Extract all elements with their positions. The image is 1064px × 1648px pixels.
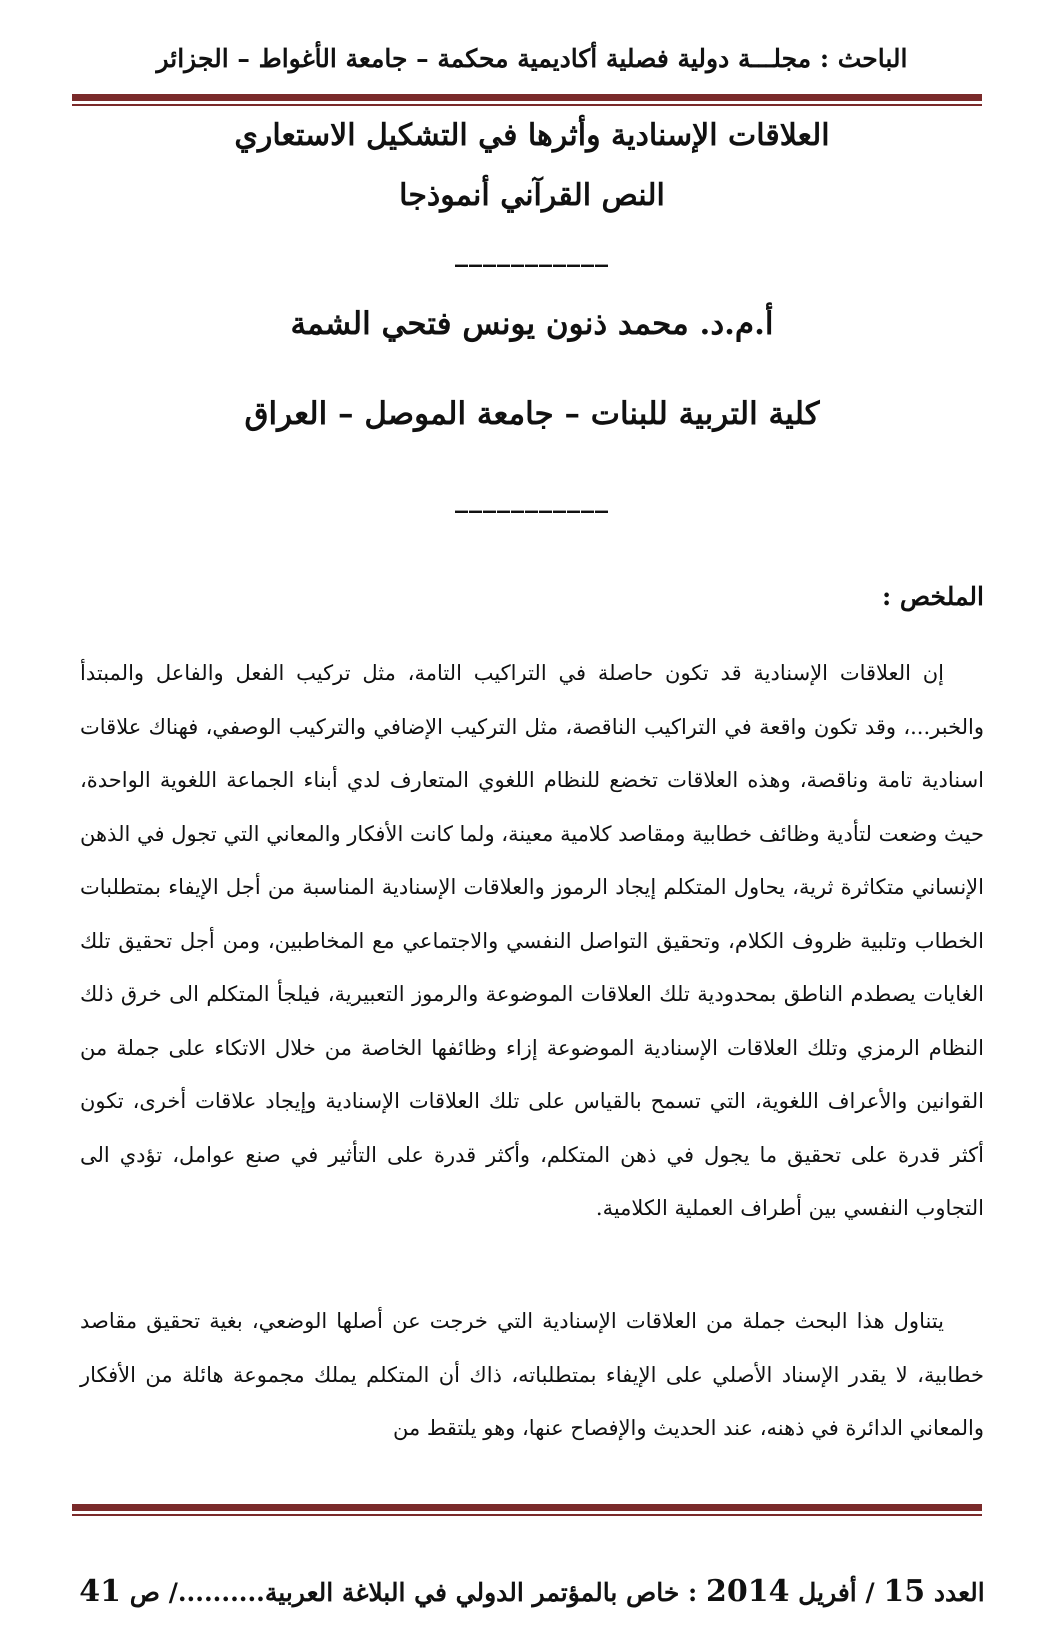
author-affiliation: كلية التربية للبنات – جامعة الموصل – العراق	[244, 396, 820, 432]
abstract-heading: الملخص :	[882, 582, 984, 611]
issue-label: العدد	[933, 1578, 985, 1607]
article-title: العلاقات الإسنادية وأثرها في التشكيل الاستعاري	[234, 118, 830, 153]
footer-rule	[72, 1504, 982, 1516]
special-note: : خاص بالمؤتمر الدولي في البلاغة العربية........../	[168, 1578, 698, 1607]
page-number: 41	[79, 1574, 122, 1609]
running-header: الباحث : مجلـــة دولية فصلية أكاديمية محكمة – جامعة الأغواط – الجزائر	[156, 44, 908, 73]
footer-slash: /	[865, 1578, 875, 1607]
title-separator: ___________	[455, 238, 609, 268]
issue-number: 15	[883, 1574, 926, 1609]
issue-year: 2014	[705, 1574, 790, 1609]
author-name: أ.م.د. محمد ذنون يونس فتحي الشمة	[290, 306, 774, 342]
page-footer	[70, 1574, 994, 1609]
affiliation-separator: ___________	[455, 484, 609, 514]
abstract-paragraph-2: يتناول هذا البحث جملة من العلاقات الإسنادية التي خرجت عن أصلها الوضعي، بغية تحقيق مقاصد خطابية، لا يقدر الإسناد الأصلي على الإيفاء بمتطلباته، ذاك أن المتكلم يملك مجموعة هائلة من الأفكار والمعاني الدائرة في ذهنه، عند الحديث والإفصاح عنها، وهو يلتقط من	[80, 1309, 984, 1440]
page-label: ص	[129, 1578, 160, 1607]
issue-month: أفريل	[798, 1578, 857, 1607]
abstract-paragraph-1: إن العلاقات الإسنادية قد تكون حاصلة في التراكيب التامة، مثل تركيب الفعل والفاعل والمبتدأ والخبر...، وقد تكون واقعة في التراكيب الناقصة، مثل التركيب الإضافي والتركيب الوصفي، فهناك علاقات اسنادية تامة وناقصة، وهذه العلاقات تخضع للنظام اللغوي المتعارف لدي أبناء الجماعة اللغوية الواحدة، حيث وضعت لتأدية وظائف خطابية ومقاصد كلامية معينة، ولما كانت الأفكار والمعاني التي تجول في الذهن الإنساني متكاثرة ثرية، يحاول المتكلم إيجاد الرموز والعلاقات الإسنادية المناسبة من أجل الإيفاء بمتطلبات الخطاب وتلبية ظروف الكلام، وتحقيق التواصل النفسي والاجتماعي مع المخاطبين، ومن أجل تحقيق تلك الغايات يصطدم الناطق بمحدودية تلك العلاقات الموضوعة والرموز التعبيرية، فيلجأ المتكلم الى خرق ذلك النظام الرمزي وتلك العلاقات الإسنادية الموضوعة إزاء وظائفها الخاصة من خلال الاتكاء على جملة من القوانين والأعراف اللغوية، التي تسمح بالقياس على تلك العلاقات الإسنادية وإيجاد علاقات أخرى، تكون أكثر قدرة على تحقيق ما يجول في ذهن المتكلم، وأكثر قدرة على التأثير في صنع عوامل، تؤدي الى التجاوب النفسي بين أطراف العملية الكلامية.	[80, 661, 984, 1220]
article-subtitle: النص القرآني أنموذجا	[399, 178, 665, 213]
header-rule	[72, 94, 982, 106]
